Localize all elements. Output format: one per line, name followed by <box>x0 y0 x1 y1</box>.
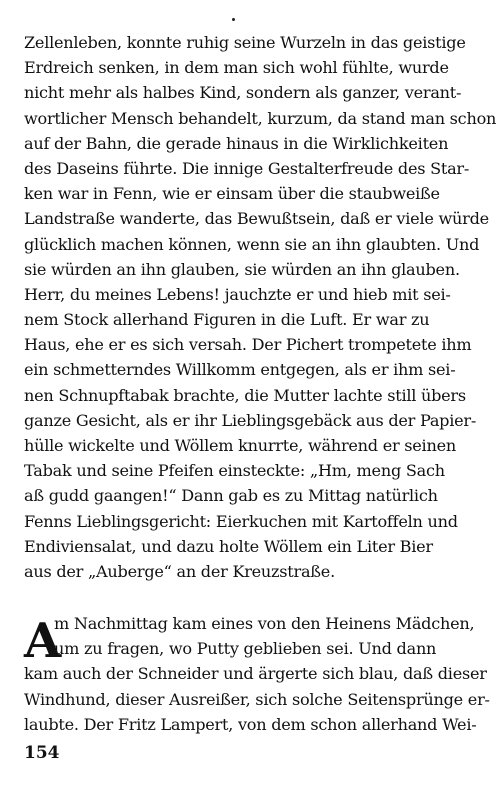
text-line: um zu fragen, wo Putty geblieben sei. Und dann <box>54 639 437 659</box>
text-line: nicht mehr als halbes Kind, sondern als ganzer, verant- <box>24 83 462 103</box>
paragraph-2 <box>24 611 490 737</box>
text-line: aß gudd gaangen!“ Dann gab es zu Mittag natürlich <box>24 486 438 506</box>
text-line: auf der Bahn, die gerade hinaus in die Wirklichkeiten <box>24 133 449 153</box>
text-line: hülle wickelte und Wöllem knurrte, während er seinen <box>24 436 456 455</box>
text-line: laubte. Der Fritz Lampert, von dem schon allerhand Wei- <box>24 714 477 734</box>
text-line: wortlicher Mensch behandelt, kurzum, da stand man schon <box>24 108 496 128</box>
text-line: nen Schnupftabak brachte, die Mutter lachte still übers <box>24 385 466 405</box>
page-number: 154 <box>24 743 60 763</box>
text-line: Endiviensalat, und dazu holte Wöllem ein Liter Bier <box>24 536 433 556</box>
text-line: Tabak und seine Pfeifen einsteckte: „Hm, meng Sach <box>24 461 445 481</box>
text-line: nem Stock allerhand Figuren in die Luft. Er war zu <box>24 310 430 330</box>
text-line: aus der „Auberge“ an der Kreuzstraße. <box>24 561 335 581</box>
paragraph-1 <box>24 30 496 584</box>
text-line: ken war in Fenn, wie er einsam über die staubweiße <box>24 184 440 204</box>
text-line: m Nachmittag kam eines von den Heinens Mädchen, <box>54 614 475 633</box>
text-line: Landstraße wanderte, das Bewußtsein, daß er viele würde <box>24 209 489 229</box>
drop-cap: A <box>24 613 62 669</box>
text-line: Erdreich senken, in dem man sich wohl fühlte, wurde <box>24 58 449 78</box>
text-line: glücklich machen können, wenn sie an ihn glaubten. Und <box>24 234 480 254</box>
text-line: Herr, du meines Lebens! jauchzte er und hieb mit sei- <box>24 284 451 304</box>
text-line: Zellenleben, konnte ruhig seine Wurzeln in das geistige <box>24 33 466 52</box>
ink-dot <box>232 18 235 21</box>
text-line: kam auch der Schneider und ärgerte sich blau, daß dieser <box>24 664 487 684</box>
text-line: sie würden an ihn glauben, sie würden an ihn glauben. <box>24 259 460 279</box>
text-line: ganze Gesicht, als er ihr Lieblingsgebäck aus der Papier- <box>24 410 477 430</box>
text-line: ein schmetterndes Willkomm entgegen, als er ihm sei- <box>24 360 456 380</box>
text-line: Haus, ehe er es sich versah. Der Pichert trompetete ihm <box>24 335 472 355</box>
text-line: des Daseins führte. Die innige Gestalterfreude des Star- <box>24 158 470 178</box>
text-line: Fenns Lieblingsgericht: Eierkuchen mit Kartoffeln und <box>24 511 458 531</box>
text-line: Windhund, dieser Ausreißer, sich solche Seitensprünge er- <box>24 689 490 709</box>
